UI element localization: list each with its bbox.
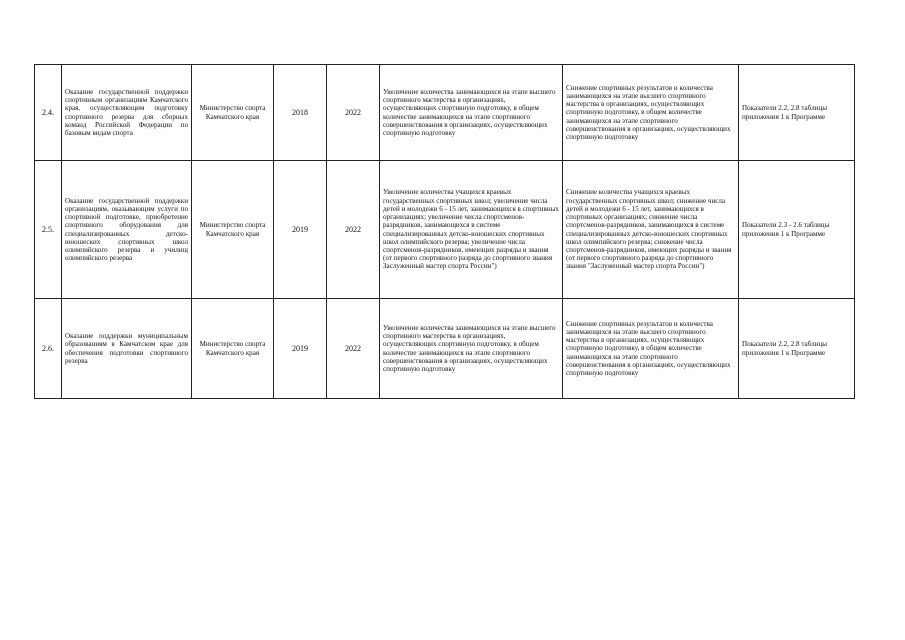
non-implementation-consequence: Снижение спортивных результатов и количества занимающихся на этапе высшего спортивного мастерства в организациях, осуществляющих спортивную подготовку, в общем количестве занимающихся на этапе спортивного совершенствования в организациях, осуществляющих спортивную подготовку (563, 299, 739, 399)
activity-name: Оказание поддержки муниципальным образованиям в Камчатском крае для обеспечения подготовки спортивного резерва (62, 299, 192, 399)
table-row (35, 299, 855, 399)
expected-result: Увеличение количества занимающихся на этапе высшего спортивного мастерства в организациях, осуществляющих спортивную подготовку, в общем количестве занимающихся на этапе спортивного совершенствования в организациях, осуществляющих спортивную подготовку (380, 65, 563, 161)
related-indicators: Показатели 2.3 - 2.6 таблицы приложения 1 к Программе (739, 161, 855, 299)
start-year: 2018 (274, 65, 327, 161)
row-number: 2.6. (35, 299, 62, 399)
expected-result: Увеличение количества учащихся краевых государственных спортивных школ; увеличение числа детей и молодежи 6 - 15 лет, занимающихся в спортивных организациях; увеличение числа спортсменов-разрядников, занимающихся в системе специализированных детско-юношеских спортивных школ олимпийского резерва; увеличение числа спортсменов-разрядников, имеющих разряды и звания (от первого спортивного разряда до спортивного звания Заслуженный мастер спорта России") (380, 161, 563, 299)
end-year: 2022 (327, 161, 380, 299)
related-indicators: Показатели 2.2, 2.8 таблицы приложения 1 к Программе (739, 65, 855, 161)
table-row (35, 65, 855, 161)
responsible-executor: Министерство спорта Камчатского края (192, 161, 274, 299)
program-activities-table (34, 64, 855, 399)
row-number: 2.4. (35, 65, 62, 161)
row-number: 2.5. (35, 161, 62, 299)
table-row (35, 161, 855, 299)
start-year: 2019 (274, 161, 327, 299)
start-year: 2019 (274, 299, 327, 399)
end-year: 2022 (327, 65, 380, 161)
responsible-executor: Министерство спорта Камчатского края (192, 299, 274, 399)
non-implementation-consequence: Снижение количества учащихся краевых государственных спортивных школ; снижение числа детей и молодежи 6 - 15 лет, занимающихся в спортивных организациях; снижение числа спортсменов-разрядников, занимающихся в системе специализированных детско-юношеских спортивных школ олимпийского резерва; снижение числа спортсменов-разрядников, имеющих разряды и звания (от первого спортивного разряда до спортивного звания "Заслуженный мастер спорта России") (563, 161, 739, 299)
responsible-executor: Министерство спорта Камчатского края (192, 65, 274, 161)
activity-name: Оказание государственной поддержки организациям, оказывающим услуги по спортивной подготовке, приобретение спортивного оборудования для специализированных детско-юношеских спортивных школ олимпийского резерва и училищ олимпийского резерва (62, 161, 192, 299)
end-year: 2022 (327, 299, 380, 399)
non-implementation-consequence: Снижение спортивных результатов и количества занимающихся на этапе высшего спортивного мастерства в организациях, осуществляющих спортивную подготовку, в общем количестве занимающихся на этапе спортивного совершенствования в организациях, осуществляющих спортивную подготовку (563, 65, 739, 161)
expected-result: Увеличение количества занимающихся на этапе высшего спортивного мастерства в организациях, осуществляющих спортивную подготовку, в общем количестве занимающихся на этапе спортивного совершенствования в организациях, осуществляющих спортивную подготовку (380, 299, 563, 399)
activity-name: Оказание государственной поддержки спортивным организациям Камчатского края, осуществляющим подготовку спортивного резерва для сборных команд Российской Федерации по базовым видам спорта (62, 65, 192, 161)
related-indicators: Показатели 2.2, 2.8 таблицы приложения 1 к Программе (739, 299, 855, 399)
